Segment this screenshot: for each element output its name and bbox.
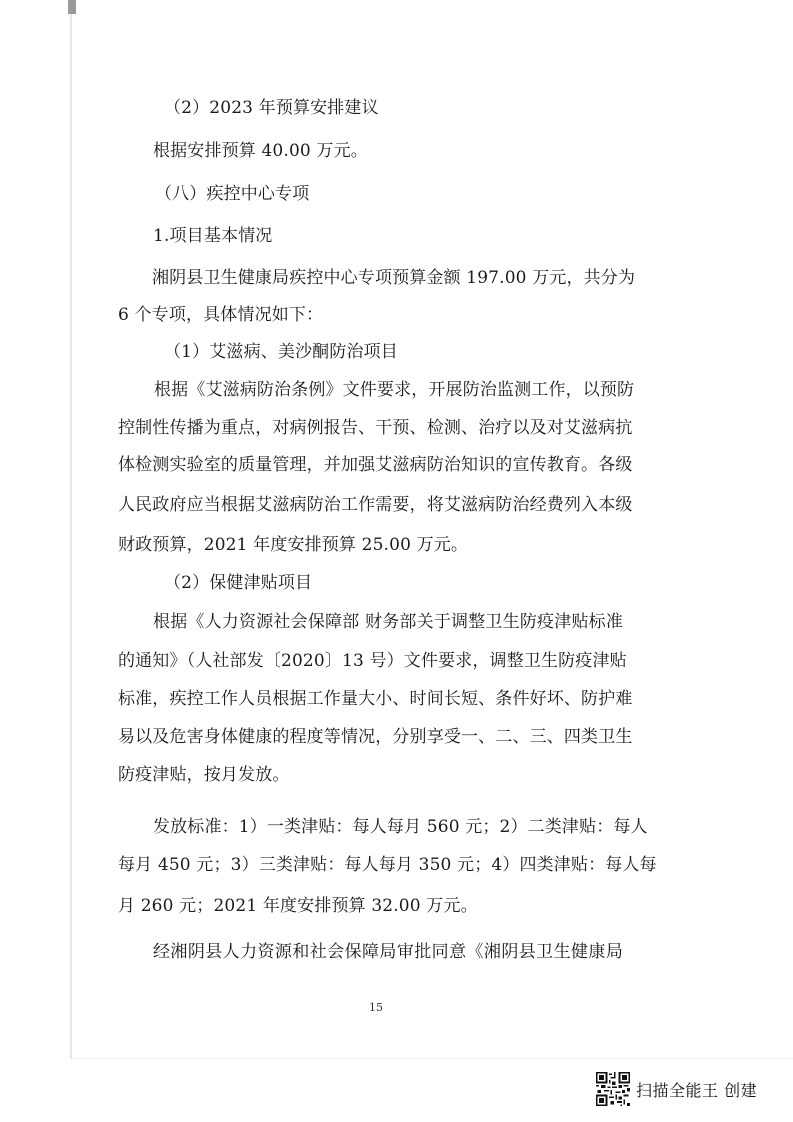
scan-edge-shadow — [70, 14, 72, 1059]
text-line: 人民政府应当根据艾滋病防治工作需要，将艾滋病防治经费列入本级 — [118, 495, 633, 515]
section-heading: （八）疾控中心专项 — [155, 184, 310, 204]
item-heading: （2）保健津贴项目 — [164, 573, 313, 593]
text-line: 月 260 元；2021 年度安排预算 32.00 万元。 — [118, 896, 478, 916]
page-number: 15 — [369, 1001, 383, 1014]
text-line: 每月 450 元；3）三类津贴：每人每月 350 元；4）四类津贴：每人每 — [118, 855, 657, 875]
subheading-line: （2）2023 年预算安排建议 — [164, 98, 379, 118]
scanner-watermark — [596, 1067, 757, 1111]
text-line: 体检测实验室的质量管理，并加强艾滋病防治知识的宣传教育。各级 — [118, 455, 633, 475]
text-line: 标准，疾控工作人员根据工作量大小、时间长短、条件好坏、防护难 — [118, 689, 633, 709]
text-line: 发放标准：1）一类津贴：每人每月 560 元；2）二类津贴：每人 — [153, 817, 648, 837]
scan-bottom-edge — [72, 1058, 793, 1059]
text-line: 6 个专项，具体情况如下： — [118, 305, 324, 325]
scan-edge-mark — [68, 0, 76, 14]
text-line: 的通知》（人社部发〔2020〕13 号）文件要求，调整卫生防疫津贴 — [118, 651, 627, 671]
item-heading: （1）艾滋病、美沙酮防治项目 — [164, 342, 398, 362]
text-line: 财政预算，2021 年度安排预算 25.00 万元。 — [118, 535, 469, 555]
text-line: 根据安排预算 40.00 万元。 — [153, 141, 368, 161]
text-line: 根据《艾滋病防治条例》文件要求，开展防治监测工作，以预防 — [154, 380, 635, 400]
text-line: 湘阴县卫生健康局疾控中心专项预算金额 197.00 万元，共分为 — [152, 268, 636, 288]
text-line: 防疫津贴，按月发放。 — [118, 765, 290, 785]
text-line: 易以及危害身体健康的程度等情况，分别享受一、二、三、四类卫生 — [118, 727, 633, 747]
subsection-heading: 1.项目基本情况 — [153, 226, 273, 246]
qr-code-icon — [596, 1072, 630, 1106]
text-line: 控制性传播为重点，对病例报告、干预、检测、治疗以及对艾滋病抗 — [118, 418, 633, 438]
scanner-brand-label: 扫描全能王 创建 — [636, 1080, 758, 1100]
text-line: 经湘阴县人力资源和社会保障局审批同意《湘阴县卫生健康局 — [153, 942, 623, 962]
text-line: 根据《人力资源社会保障部 财务部关于调整卫生防疫津贴标准 — [153, 612, 623, 632]
